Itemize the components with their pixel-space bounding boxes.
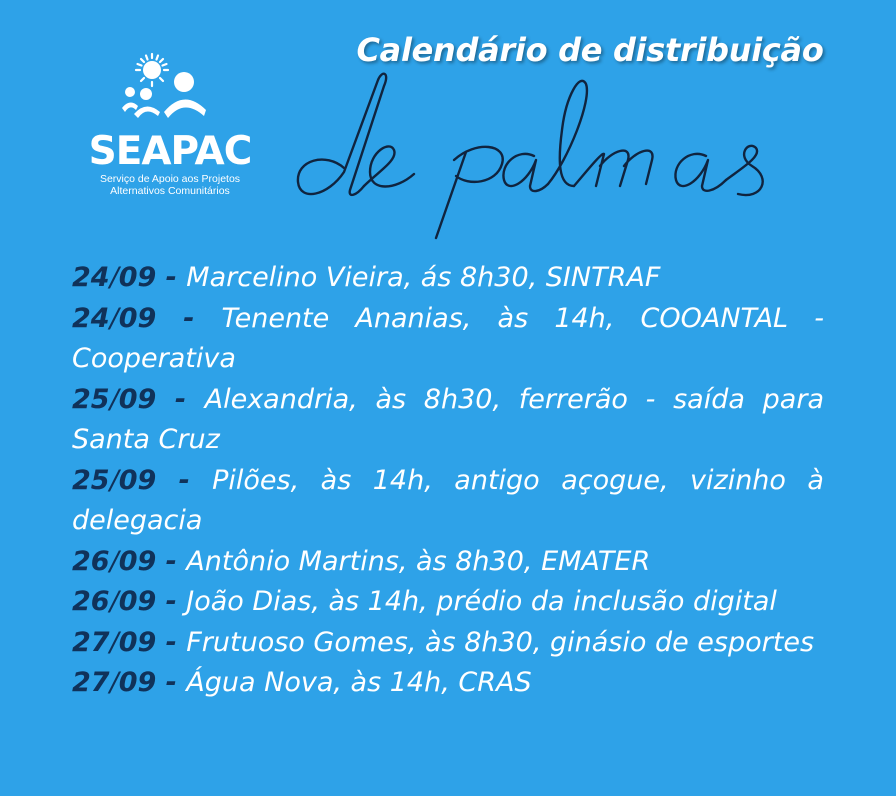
entry-day: 26 [72, 545, 110, 577]
entry-dash: - [156, 302, 222, 334]
entry-dash: - [156, 545, 187, 577]
schedule-list [72, 258, 824, 704]
entry-text: Pilões, às 14h, antigo açogue, vizinho à delegacia [72, 464, 824, 536]
entry-day: 24 [72, 302, 110, 334]
list-item [72, 258, 824, 299]
entry-day: 25 [72, 464, 110, 496]
seapac-logo [82, 52, 262, 202]
entry-dash: - [156, 667, 187, 698]
logo-subtitle-line2: Alternativos Comunitários [110, 185, 230, 197]
entry-dash: - [156, 262, 187, 293]
entry-separator: / [109, 626, 119, 658]
list-item [72, 299, 824, 380]
script-title-lettering [286, 60, 876, 250]
entry-separator: / [109, 464, 119, 496]
list-item [72, 542, 824, 583]
entry-month: 09 [118, 383, 157, 415]
entry-text: Alexandria, às 8h30, ferrerão - saída para Santa Cruz [72, 383, 824, 455]
entry-month: 09 [118, 545, 157, 577]
entry-separator: / [109, 383, 119, 415]
entry-month: 09 [118, 302, 157, 334]
logo-subtitle [82, 173, 258, 197]
entry-day: 26 [72, 586, 110, 617]
entry-text: Antônio Martins, às 8h30, EMATER [186, 545, 651, 577]
sun-people-icon [120, 52, 220, 124]
list-item [72, 582, 824, 623]
entry-day: 27 [72, 667, 110, 698]
list-item [72, 380, 824, 461]
entry-day: 24 [72, 262, 110, 293]
entry-month: 09 [118, 626, 157, 658]
logo-name: SEAPAC [88, 129, 252, 174]
list-item [72, 461, 824, 542]
entry-text: Tenente Ananias, às 14h, COOANTAL - Cooperativa [72, 302, 824, 374]
entry-separator: / [109, 262, 119, 293]
entry-separator: / [109, 586, 119, 617]
entry-dash: - [156, 464, 213, 496]
list-item [72, 623, 824, 664]
entry-month: 09 [118, 667, 157, 698]
entry-dash: - [156, 626, 187, 658]
entry-text: Água Nova, às 14h, CRAS [186, 667, 532, 698]
entry-text: Marcelino Vieira, ás 8h30, SINTRAF [186, 262, 661, 293]
entry-dash: - [156, 586, 187, 617]
entry-separator: / [109, 667, 119, 698]
entry-text: Frutuoso Gomes, às 8h30, ginásio de esportes [186, 626, 815, 658]
entry-dash: - [156, 383, 205, 415]
entry-day: 27 [72, 626, 110, 658]
entry-month: 09 [118, 464, 157, 496]
entry-day: 25 [72, 383, 110, 415]
title: Calendário de distribuição [356, 31, 824, 69]
list-item [72, 663, 824, 704]
entry-separator: / [109, 545, 119, 577]
entry-text: João Dias, às 14h, prédio da inclusão digital [186, 586, 777, 617]
entry-month: 09 [118, 262, 157, 293]
entry-separator: / [109, 302, 119, 334]
entry-month: 09 [118, 586, 157, 617]
logo-subtitle-line1: Serviço de Apoio aos Projetos [99, 173, 241, 185]
